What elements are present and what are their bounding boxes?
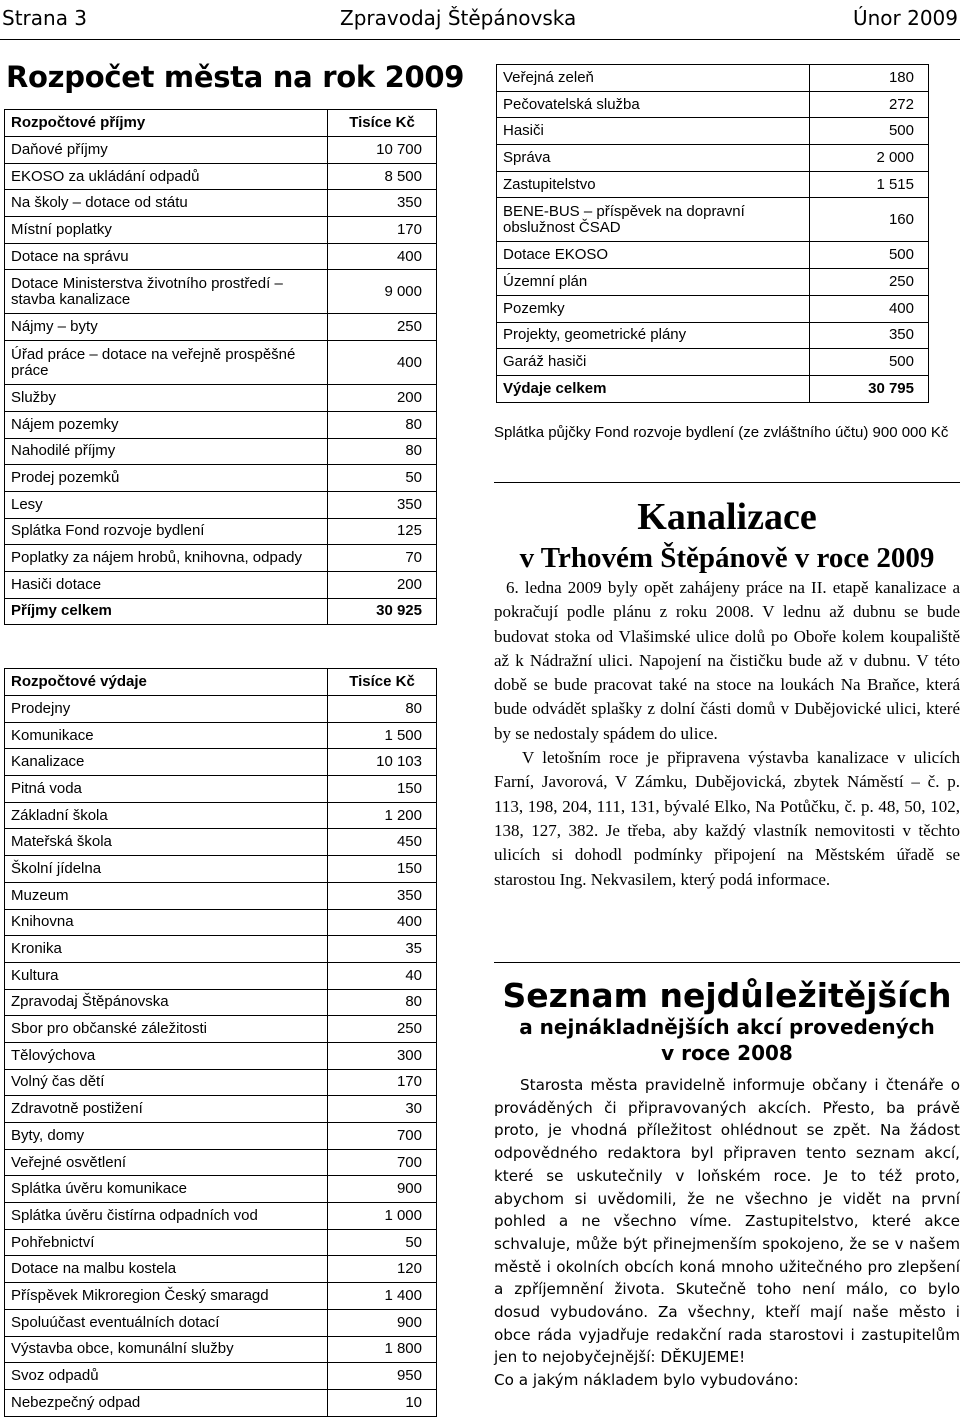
expense-value: 150	[328, 776, 437, 803]
expense-label: Veřejná zeleň	[497, 65, 810, 92]
table-header-row	[5, 669, 437, 696]
income-row	[5, 314, 437, 341]
expense-value: 160	[810, 198, 929, 242]
income-label: Nájem pozemky	[5, 411, 328, 438]
expense-row	[497, 242, 929, 269]
income-value: 350	[328, 190, 437, 217]
expense-label: Hasiči	[497, 118, 810, 145]
income-label: Dotace Ministerstva životního prostředí – stavba kanalizace	[5, 270, 328, 314]
expense-row	[5, 802, 437, 829]
page-title: Rozpočet města na rok 2009	[6, 60, 465, 94]
income-value: 9 000	[328, 270, 437, 314]
income-label: Úřad práce – dotace na veřejně prospěšné práce	[5, 341, 328, 385]
expense-row	[5, 1016, 437, 1043]
expense-label: Volný čas dětí	[5, 1069, 328, 1096]
expense-value: 80	[328, 696, 437, 723]
expense-label: Muzeum	[5, 882, 328, 909]
expense-value: 1 800	[328, 1336, 437, 1363]
expense-value: 120	[328, 1256, 437, 1283]
expense-label: Spoluúčast eventuálních dotací	[5, 1309, 328, 1336]
kanalizace-article	[494, 576, 960, 892]
income-label: EKOSO za ukládání odpadů	[5, 163, 328, 190]
expense-label: Dotace EKOSO	[497, 242, 810, 269]
seznam-title: Seznam nejdůležitějších	[502, 976, 952, 1015]
income-value: 8 500	[328, 163, 437, 190]
income-value: 125	[328, 518, 437, 545]
income-row	[5, 411, 437, 438]
income-row	[5, 465, 437, 492]
income-row	[5, 217, 437, 244]
expense-value: 400	[810, 295, 929, 322]
income-row	[5, 341, 437, 385]
income-value: 50	[328, 465, 437, 492]
expense-value: 950	[328, 1363, 437, 1390]
expense-label: Pozemky	[497, 295, 810, 322]
expense-label: Knihovna	[5, 909, 328, 936]
expense-row	[497, 198, 929, 242]
income-label: Lesy	[5, 491, 328, 518]
income-value: 400	[328, 341, 437, 385]
expense-label: Zpravodaj Štěpánovska	[5, 989, 328, 1016]
expense-label: Projekty, geometrické plány	[497, 322, 810, 349]
section-divider	[494, 482, 960, 483]
expense-header-label: Rozpočtové výdaje	[5, 669, 328, 696]
income-total-label: Příjmy celkem	[5, 598, 328, 625]
expense-row	[497, 91, 929, 118]
expense-row	[5, 1176, 437, 1203]
expense-total-row	[497, 375, 929, 402]
expense-row	[5, 1042, 437, 1069]
expense-value: 2 000	[810, 145, 929, 172]
income-header-label: Rozpočtové příjmy	[5, 110, 328, 137]
income-label: Hasiči dotace	[5, 571, 328, 598]
income-row	[5, 385, 437, 412]
expense-total-label: Výdaje celkem	[497, 375, 810, 402]
expense-value: 250	[328, 1016, 437, 1043]
expense-label: Kronika	[5, 936, 328, 963]
expense-value: 1 000	[328, 1203, 437, 1230]
publication-name: Zpravodaj Štěpánovska	[340, 6, 577, 30]
expense-value: 150	[328, 856, 437, 883]
expense-label: Komunikace	[5, 722, 328, 749]
seznam-paragraph: Co a jakým nákladem bylo vybudováno:	[494, 1371, 799, 1390]
income-value: 250	[328, 314, 437, 341]
income-row	[5, 545, 437, 572]
income-label: Prodej pozemků	[5, 465, 328, 492]
expense-label: Základní škola	[5, 802, 328, 829]
income-label: Splátka Fond rozvoje bydlení	[5, 518, 328, 545]
expense-value: 50	[328, 1229, 437, 1256]
income-value: 170	[328, 217, 437, 244]
expense-row	[5, 1389, 437, 1416]
income-value: 80	[328, 411, 437, 438]
expense-row	[497, 295, 929, 322]
expense-label: Zdravotně postižení	[5, 1096, 328, 1123]
expense-label: Kanalizace	[5, 749, 328, 776]
expense-label: Tělovýchova	[5, 1042, 328, 1069]
expense-value: 10 103	[328, 749, 437, 776]
expense-row	[5, 1309, 437, 1336]
expense-value: 30	[328, 1096, 437, 1123]
seznam-subtitle-year: v roce 2008	[661, 1041, 793, 1065]
expense-row	[497, 322, 929, 349]
expense-value: 350	[328, 882, 437, 909]
expense-label: Garáž hasiči	[497, 349, 810, 376]
kanalizace-paragraph: V letošním roce je připravena výstavba kanalizace v ulicích Farní, Javorová, V Zámku, Dubějovická, zbytek Náměstí – č. p. 113, 198, 204, 111, 131, bývalé Elko, Na Potůčku, č. p. 48, 50, 102, 138, 127, 382. Je třeba, aby každý vlastník nemovitosti v těchto ulicích si dohodl podmínky připojení na Městském úřadě se starostou Ing. Nekvasilem, který podá informace.	[494, 748, 960, 889]
expense-value: 272	[810, 91, 929, 118]
expense-row	[5, 1283, 437, 1310]
income-label: Nahodilé příjmy	[5, 438, 328, 465]
expense-row	[5, 1229, 437, 1256]
income-total-row	[5, 598, 437, 625]
income-header-unit: Tisíce Kč	[328, 110, 437, 137]
expense-row	[5, 696, 437, 723]
income-row	[5, 518, 437, 545]
expense-value: 170	[328, 1069, 437, 1096]
expense-row	[5, 829, 437, 856]
income-row	[5, 491, 437, 518]
income-row	[5, 438, 437, 465]
expense-row	[5, 989, 437, 1016]
income-row	[5, 137, 437, 164]
expense-value: 400	[328, 909, 437, 936]
income-label: Daňové příjmy	[5, 137, 328, 164]
expense-row	[497, 145, 929, 172]
expense-value: 500	[810, 349, 929, 376]
expense-row	[5, 1363, 437, 1390]
expense-row	[5, 1256, 437, 1283]
income-row	[5, 270, 437, 314]
section-divider	[494, 962, 960, 963]
income-label: Místní poplatky	[5, 217, 328, 244]
expense-label: Dotace na malbu kostela	[5, 1256, 328, 1283]
expense-row	[497, 118, 929, 145]
income-label: Dotace na správu	[5, 243, 328, 270]
expense-label: Mateřská škola	[5, 829, 328, 856]
expense-label: Veřejné osvětlení	[5, 1149, 328, 1176]
expense-label: Správa	[497, 145, 810, 172]
expense-row	[497, 171, 929, 198]
expense-label: Prodejny	[5, 696, 328, 723]
expense-value: 500	[810, 118, 929, 145]
page-header	[0, 0, 960, 40]
header-divider	[0, 39, 960, 40]
income-row	[5, 163, 437, 190]
expense-row	[5, 1069, 437, 1096]
expense-value: 900	[328, 1309, 437, 1336]
expense-row	[5, 936, 437, 963]
expense-value: 350	[810, 322, 929, 349]
expense-label: Splátka úvěru čistírna odpadních vod	[5, 1203, 328, 1230]
expense-label: BENE-BUS – příspěvek na dopravní obslužnost ČSAD	[497, 198, 810, 242]
expense-value: 500	[810, 242, 929, 269]
expense-value: 40	[328, 962, 437, 989]
kanalizace-title: Kanalizace	[637, 496, 817, 538]
income-value: 70	[328, 545, 437, 572]
expense-row	[497, 65, 929, 92]
expense-row	[497, 349, 929, 376]
expense-label: Nebezpečný odpad	[5, 1389, 328, 1416]
expense-value: 1 200	[328, 802, 437, 829]
expense-label: Splátka úvěru komunikace	[5, 1176, 328, 1203]
expense-row	[5, 882, 437, 909]
expense-value: 35	[328, 936, 437, 963]
issue-date: Únor 2009	[852, 6, 958, 30]
expense-row	[5, 776, 437, 803]
expense-label: Školní jídelna	[5, 856, 328, 883]
expense-value: 300	[328, 1042, 437, 1069]
seznam-subtitle: a nejnákladnějších akcí provedených	[519, 1015, 935, 1039]
income-label: Služby	[5, 385, 328, 412]
expense-row	[5, 1203, 437, 1230]
expense-value: 10	[328, 1389, 437, 1416]
seznam-article	[494, 1074, 960, 1392]
expense-value: 180	[810, 65, 929, 92]
income-row	[5, 571, 437, 598]
expense-label: Byty, domy	[5, 1123, 328, 1150]
expense-value: 700	[328, 1123, 437, 1150]
expense-row	[5, 1123, 437, 1150]
kanalizace-subtitle: v Trhovém Štěpánově v roce 2009	[519, 542, 935, 574]
expense-label: Územní plán	[497, 269, 810, 296]
expense-value: 1 400	[328, 1283, 437, 1310]
expense-row	[5, 749, 437, 776]
income-value: 10 700	[328, 137, 437, 164]
expense-value: 450	[328, 829, 437, 856]
income-row	[5, 243, 437, 270]
expense-row	[5, 962, 437, 989]
income-label: Poplatky za nájem hrobů, knihovna, odpady	[5, 545, 328, 572]
expense-row	[5, 1336, 437, 1363]
expense-label: Kultura	[5, 962, 328, 989]
expense-row	[5, 722, 437, 749]
expense-label: Zastupitelstvo	[497, 171, 810, 198]
income-value: 350	[328, 491, 437, 518]
expense-label: Pitná voda	[5, 776, 328, 803]
income-value: 400	[328, 243, 437, 270]
expense-label: Příspěvek Mikroregion Český smaragd	[5, 1283, 328, 1310]
expense-row	[5, 1149, 437, 1176]
expense-header-unit: Tisíce Kč	[328, 669, 437, 696]
income-label: Nájmy – byty	[5, 314, 328, 341]
expense-row	[497, 269, 929, 296]
income-row	[5, 190, 437, 217]
loan-note: Splátka půjčky Fond rozvoje bydlení (ze zvláštního účtu) 900 000 Kč	[494, 424, 949, 441]
income-table	[4, 109, 437, 625]
expense-label: Pohřebnictví	[5, 1229, 328, 1256]
expense-value: 1 515	[810, 171, 929, 198]
expense-value: 1 500	[328, 722, 437, 749]
kanalizace-paragraph: 6. ledna 2009 byly opět zahájeny práce na II. etapě kanalizace a pokračují podle plánu z roku 2008. V lednu až dubnu se bude budovat stoka od Vlašimské ulice dolů po Oboře kolem koupaliště až k Nádražní ulici. Napojení na čističku bude až v dubnu. V této době se bude pracovat také na stoce na loukách Na Braňce, která bude odvádět splašky z dolní části domů v Dubějovické ulici, které by se nedostaly spádem do ulice.	[494, 578, 960, 743]
page-number: Strana 3	[2, 6, 88, 30]
expense-row	[5, 856, 437, 883]
income-total-value: 30 925	[328, 598, 437, 625]
expense-label: Sbor pro občanské záležitosti	[5, 1016, 328, 1043]
expense-label: Výstavba obce, komunální služby	[5, 1336, 328, 1363]
expense-row	[5, 909, 437, 936]
table-header-row	[5, 110, 437, 137]
expense-label: Svoz odpadů	[5, 1363, 328, 1390]
expense-table-continued	[496, 64, 929, 403]
income-label: Na školy – dotace od státu	[5, 190, 328, 217]
expense-value: 700	[328, 1149, 437, 1176]
expense-value: 900	[328, 1176, 437, 1203]
expense-row	[5, 1096, 437, 1123]
expense-value: 80	[328, 989, 437, 1016]
expense-table	[4, 668, 437, 1417]
income-value: 200	[328, 385, 437, 412]
expense-label: Pečovatelská služba	[497, 91, 810, 118]
expense-value: 250	[810, 269, 929, 296]
income-value: 80	[328, 438, 437, 465]
seznam-paragraph: Starosta města pravidelně informuje občany i čtenáře o prováděných či připravovaných akcích. Přesto, ba právě proto, je vhodná příležitost ohlédnout se zpět. Na žádost odpovědného redaktora byl připraven tento seznam akcí, které se uskutečnily v loňském roce. Je to též proto, abychom si uvědomili, že ne všechno je vidět na první pohled a ne všechno víme. Zastupitelstvo, které akce schvaluje, může být přinejmenším spokojeno, že se v našem městě i okolních obcích koná mnoho užitečného pro zlepšení a zpříjemnění života. Skutečně toho není málo, co bylo dosud vybudováno. Za všechny, kteří mají naše město i obce ráda vyjadřuje redakční rada starostovi i zastupitelům jen to nejobyčejnější: DĚKUJEME!	[494, 1076, 960, 1367]
income-value: 200	[328, 571, 437, 598]
expense-total-value: 30 795	[810, 375, 929, 402]
